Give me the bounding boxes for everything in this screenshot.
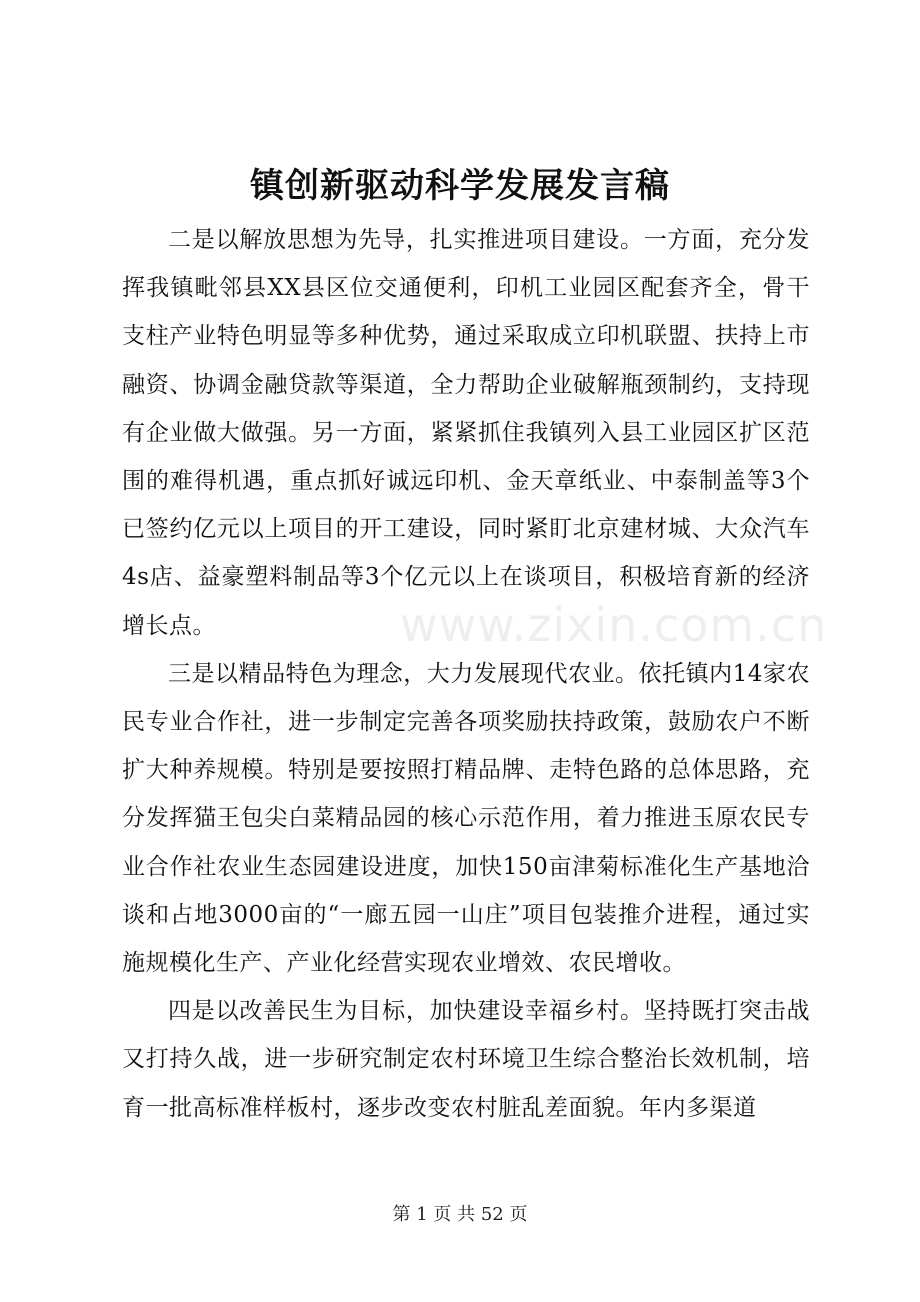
paragraph-2: 三是以精品特色为理念，大力发展现代农业。依托镇内14家农民专业合作社，进一步制定完善各项奖励扶持政策，鼓励农户不断扩大种养规模。特别是要按照打精品牌、走特色路的总体思路，充分发挥猫王包尖白菜精品园的核心示范作用，着力推进玉原农民专业合作社农业生态园建设进度，加快150亩津菊标准化生产基地洽谈和占地3000亩的“一廊五园一山庄”项目包装推介进程，通过实施规模化生产、产业化经营实现农业增效、农民增收。 xyxy=(122,660,810,977)
paragraph-1: 二是以解放思想为先导，扎实推进项目建设。一方面，充分发挥我镇毗邻县XX县区位交通便利，印机工业园区配套齐全，骨干支柱产业特色明显等多种优势，通过采取成立印机联盟、扶持上市融资、协调金融贷款等渠道，全力帮助企业破解瓶颈制约，支持现有企业做大做强。另一方面，紧紧抓住我镇列入县工业园区扩区范围的难得机遇，重点抓好诚远印机、金天章纸业、中泰制盖等3个已签约亿元以上项目的开工建设，同时紧盯北京建材城、大众汽车4s店、益豪塑料制品等3个亿元以上在谈项目，积极培育新的经济增长点。 xyxy=(122,227,810,639)
document-title: 镇创新驱动科学发展发言稿 xyxy=(250,166,670,206)
page-footer: 第 1 页 共 52 页 xyxy=(392,1204,528,1225)
document-body xyxy=(122,216,810,1132)
paragraph-3: 四是以改善民生为目标，加快建设幸福乡村。坚持既打突击战又打持久战，进一步研究制定农村环境卫生综合整治长效机制，培育一批高标准样板村，逐步改变农村脏乱差面貌。年内多渠道 xyxy=(122,998,810,1121)
watermark-text: www.zixin.com.cn xyxy=(400,598,828,652)
